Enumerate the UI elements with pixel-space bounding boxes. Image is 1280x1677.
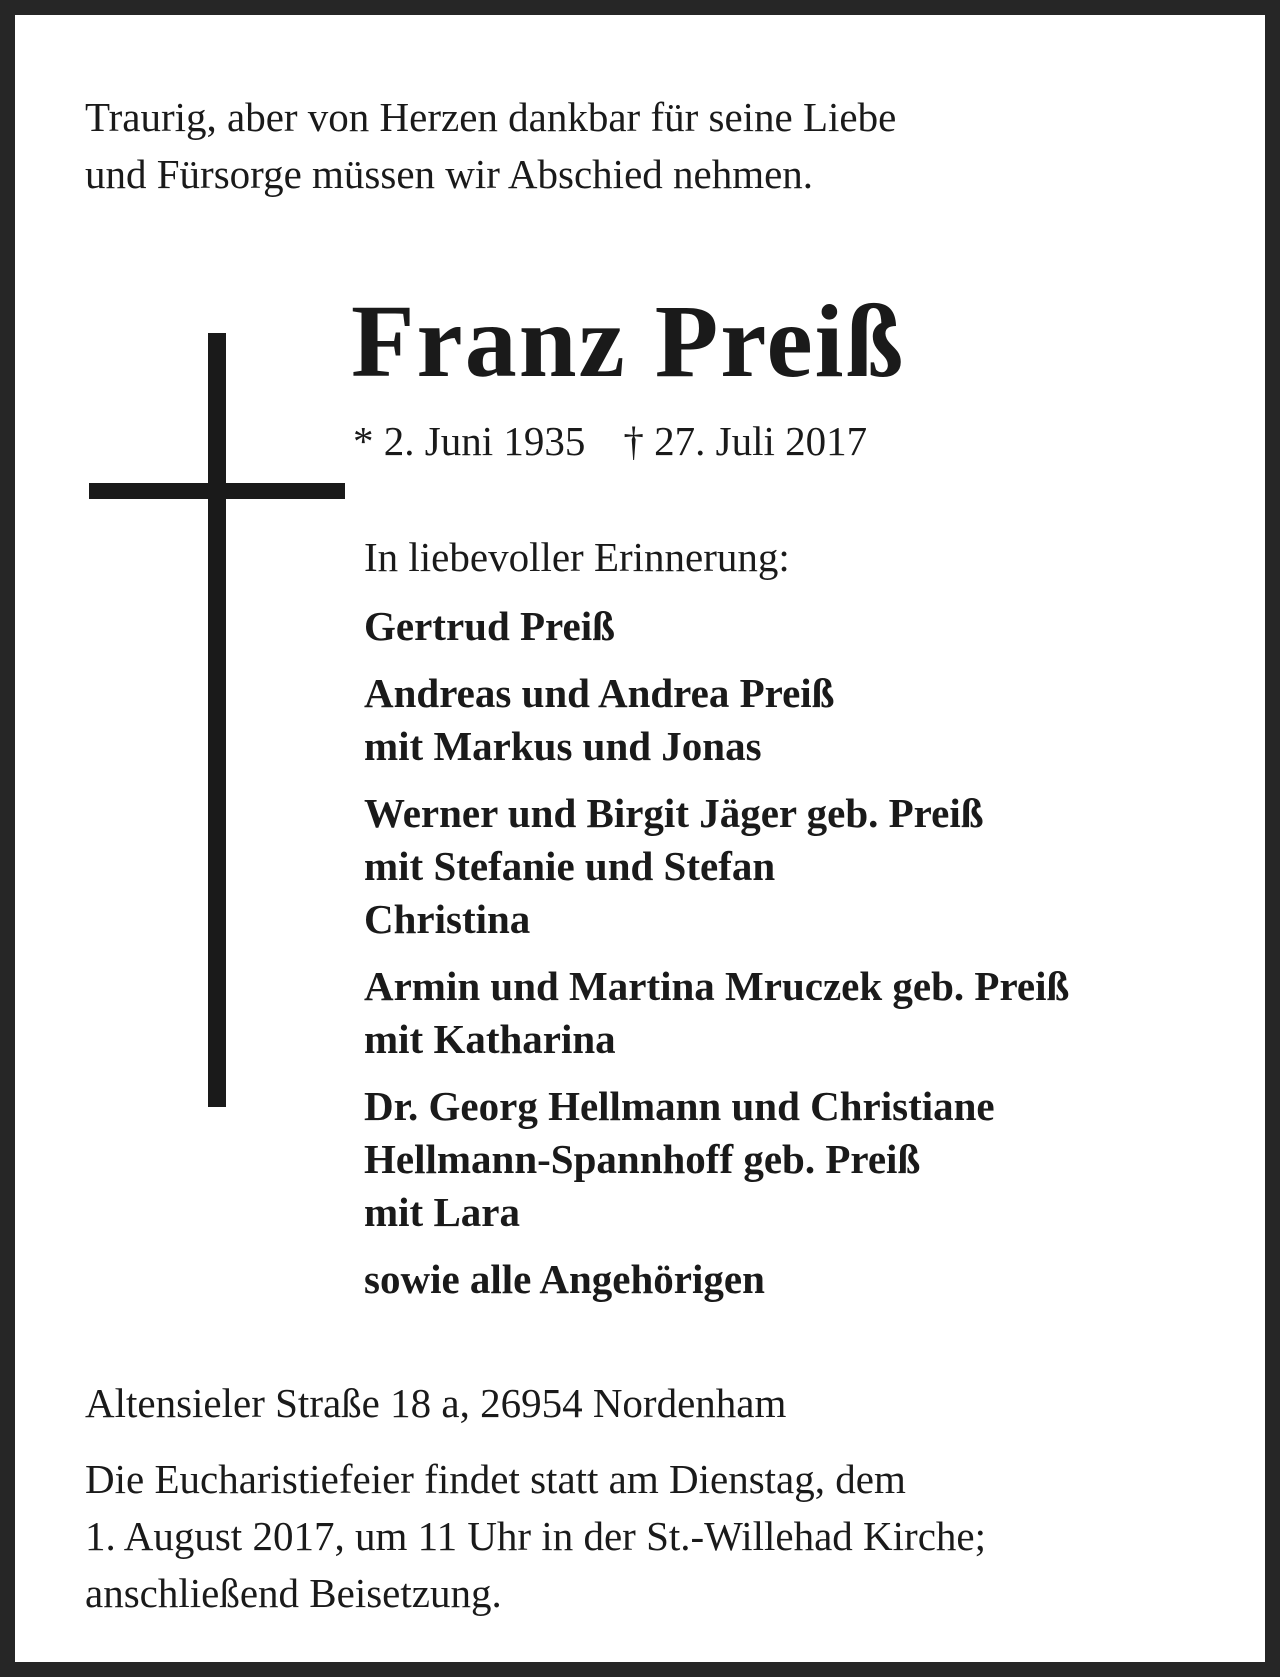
intro-line: Traurig, aber von Herzen dankbar für seine Liebe xyxy=(85,94,897,140)
service-line: anschließend Beisetzung. xyxy=(85,1570,502,1616)
memory-heading: In liebevoller Erinnerung: xyxy=(364,534,790,580)
mourner-group xyxy=(364,787,1214,946)
intro-line: und Fürsorge müssen wir Abschied nehmen. xyxy=(85,151,814,197)
cross-icon xyxy=(89,333,345,1107)
mourner-group xyxy=(364,1253,1214,1306)
mourner-line: Werner und Birgit Jäger geb. Preiß xyxy=(364,790,984,836)
mourners-list xyxy=(364,600,1214,1320)
mourner-line: Dr. Georg Hellmann und Christiane xyxy=(364,1083,995,1129)
address: Altensieler Straße 18 a, 26954 Nordenham xyxy=(85,1380,787,1426)
mourner-line: Gertrud Preiß xyxy=(364,603,615,649)
mourner-line: mit Lara xyxy=(364,1189,520,1235)
birth-date: * 2. Juni 1935 xyxy=(353,418,586,464)
life-dates xyxy=(353,415,867,467)
service-line: 1. August 2017, um 11 Uhr in der St.-Willehad Kirche; xyxy=(85,1513,986,1559)
mourner-group xyxy=(364,667,1214,773)
mourner-line: sowie alle Angehörigen xyxy=(364,1256,765,1302)
cross-vertical-bar xyxy=(208,333,226,1107)
mourner-group xyxy=(364,600,1214,653)
service-line: Die Eucharistiefeier findet statt am Dienstag, dem xyxy=(85,1456,906,1502)
mourner-line: Christina xyxy=(364,896,531,942)
mourner-line: mit Markus und Jonas xyxy=(364,723,762,769)
death-date: † 27. Juli 2017 xyxy=(623,418,868,464)
mourner-group xyxy=(364,1080,1214,1239)
cross-horizontal-bar xyxy=(89,483,345,499)
mourner-group xyxy=(364,960,1214,1066)
mourner-line: mit Katharina xyxy=(364,1016,616,1062)
mourner-line: mit Stefanie und Stefan xyxy=(364,843,776,889)
service-announcement xyxy=(85,1451,1215,1622)
mourner-line: Andreas und Andrea Preiß xyxy=(364,670,835,716)
intro-text xyxy=(85,89,1205,203)
deceased-name: Franz Preiß xyxy=(351,284,906,399)
mourner-line: Hellmann-Spannhoff geb. Preiß xyxy=(364,1136,921,1182)
mourner-line: Armin und Martina Mruczek geb. Preiß xyxy=(364,963,1070,1009)
